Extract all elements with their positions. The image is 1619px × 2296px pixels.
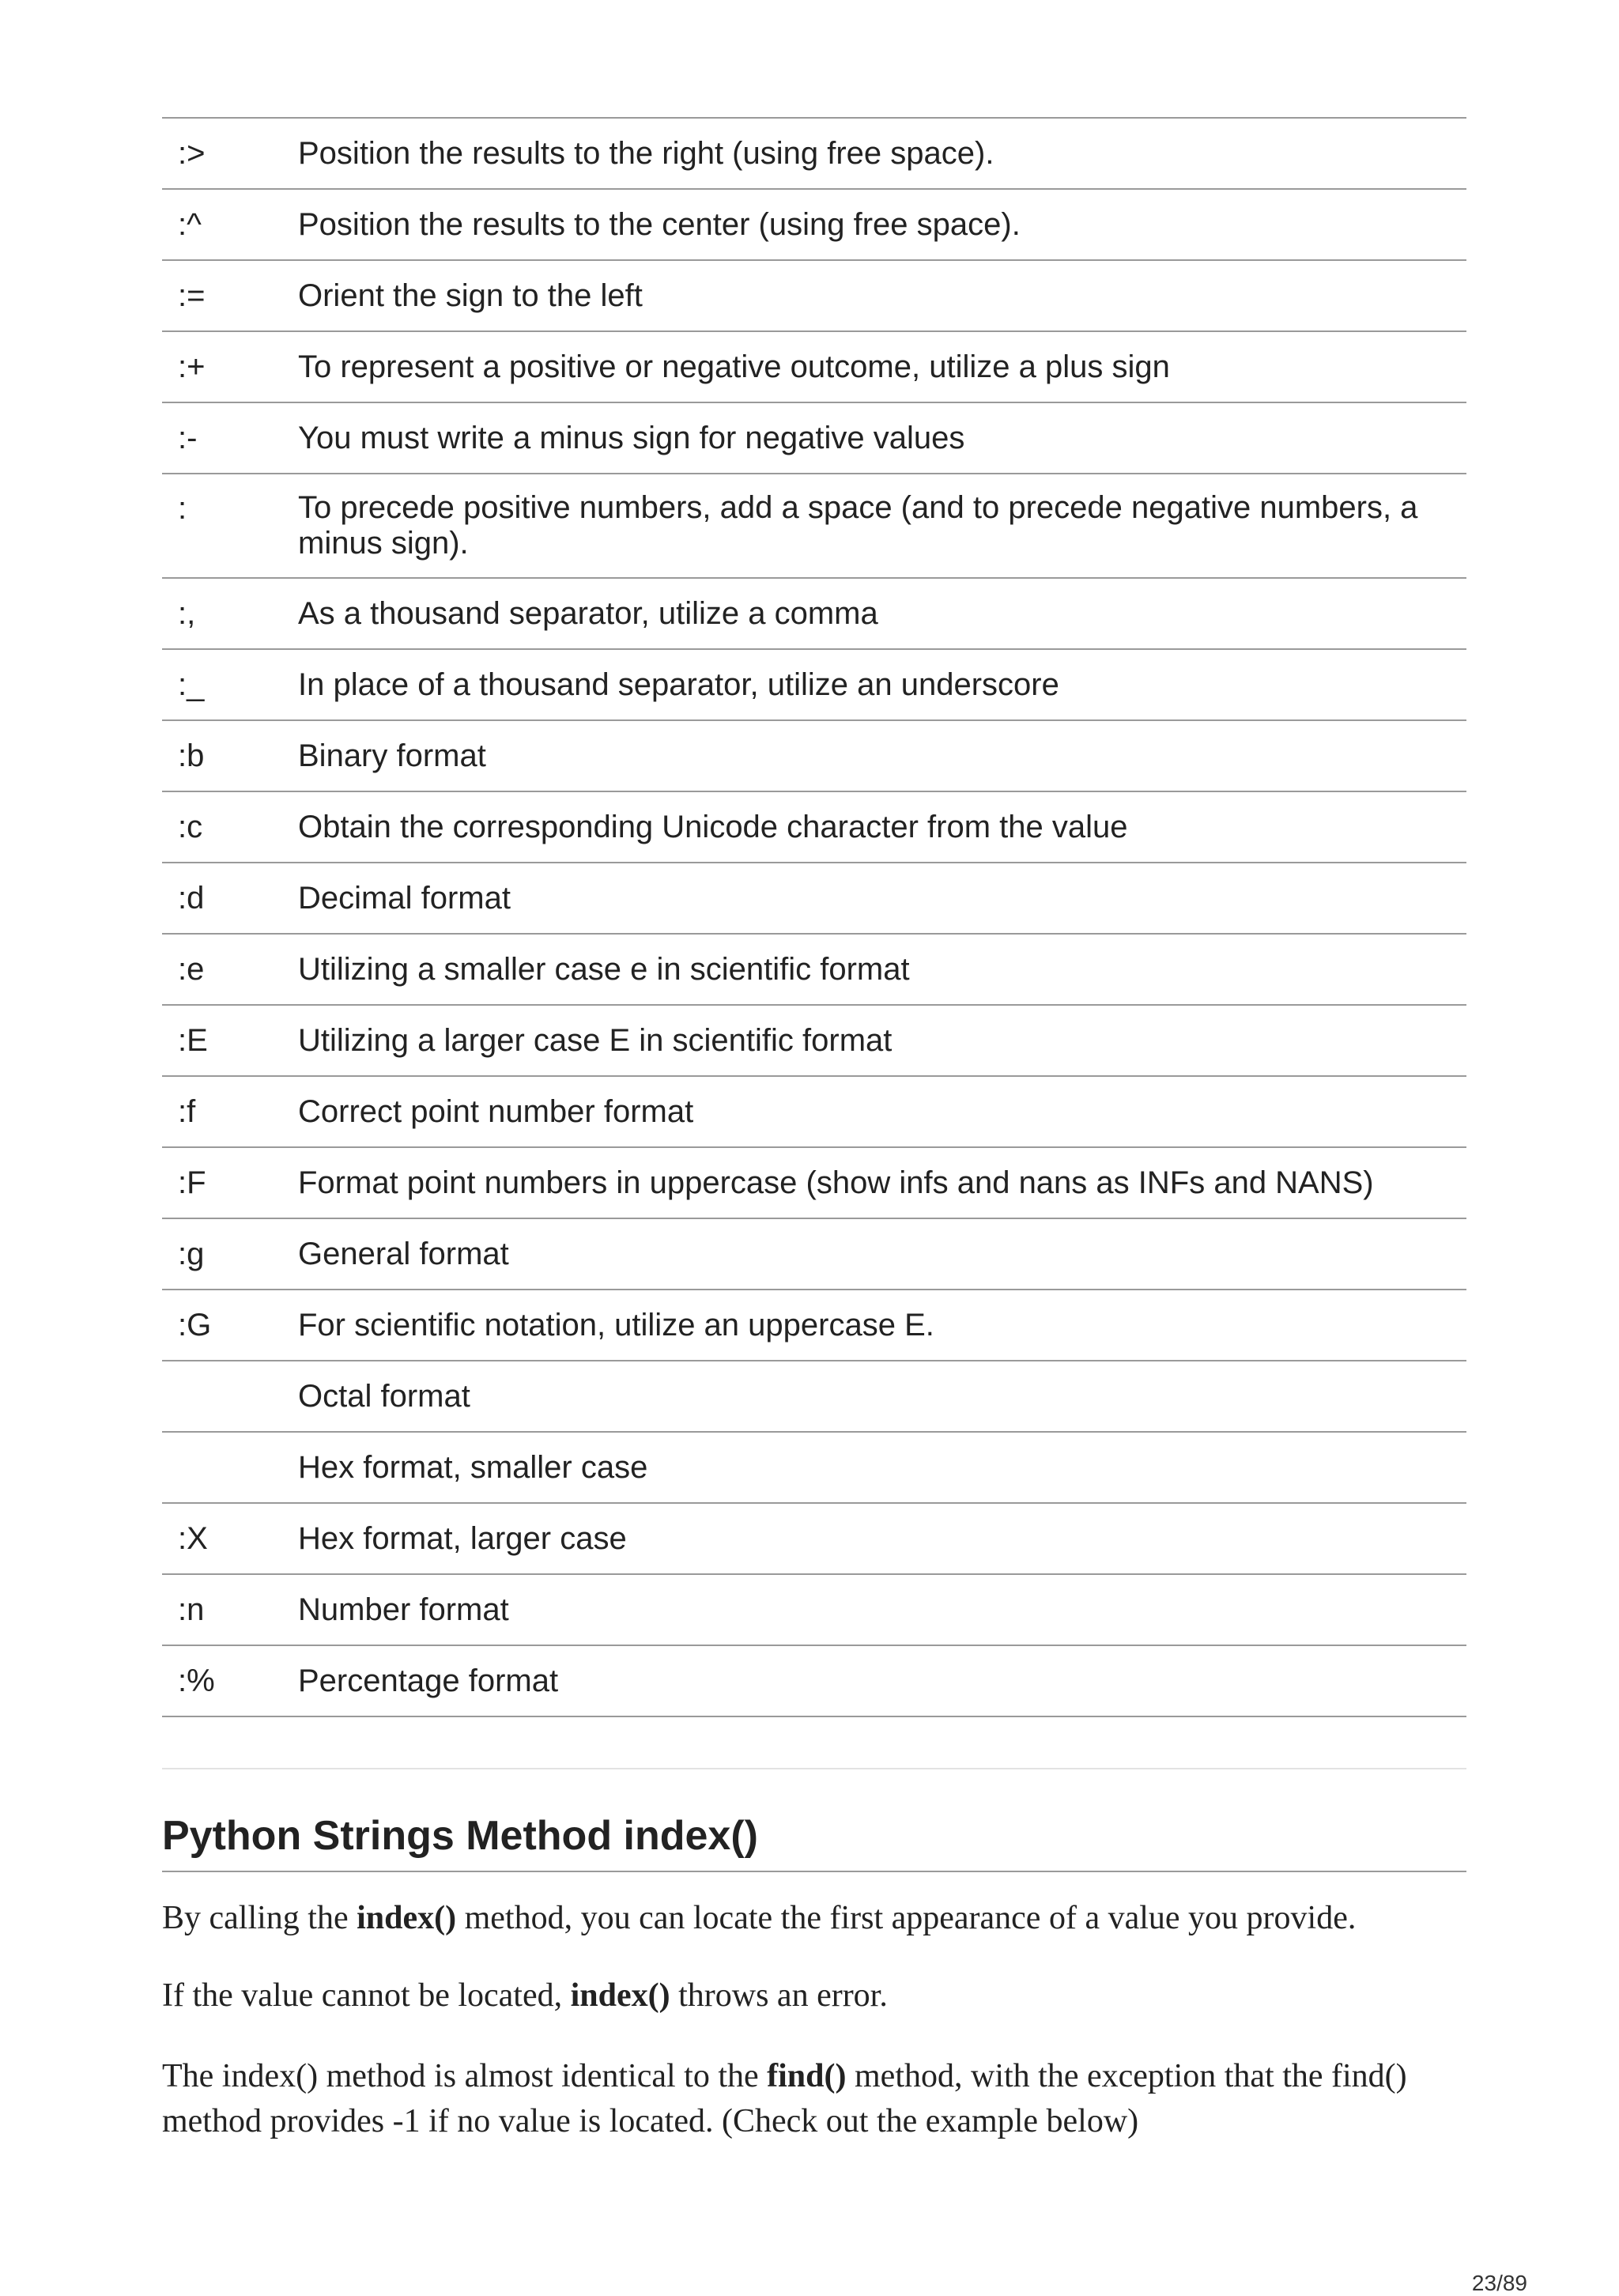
format-description: Orient the sign to the left <box>298 260 1466 331</box>
format-description: For scientific notation, utilize an uppercase E. <box>298 1290 1466 1361</box>
table-row <box>162 791 1466 863</box>
table-row <box>162 1147 1466 1218</box>
text-run: throws an error. <box>670 1977 888 2014</box>
format-description: Percentage format <box>298 1645 1466 1716</box>
format-description: Decimal format <box>298 863 1466 934</box>
table-row <box>162 402 1466 474</box>
table-row <box>162 189 1466 260</box>
table-row <box>162 863 1466 934</box>
text-run: If the value cannot be located, <box>162 1977 571 2014</box>
code-term-index: index() <box>570 1977 670 2014</box>
format-code: :d <box>162 863 298 934</box>
format-code: :, <box>162 578 298 649</box>
table-row <box>162 934 1466 1005</box>
table-row <box>162 1290 1466 1361</box>
text-run: By calling the <box>162 1900 357 1936</box>
format-code: :g <box>162 1218 298 1290</box>
format-description: Format point numbers in uppercase (show infs and nans as INFs and NANS) <box>298 1147 1466 1218</box>
paragraph-index-intro <box>162 1896 1466 1941</box>
format-description: To represent a positive or negative outcome, utilize a plus sign <box>298 331 1466 402</box>
text-run: method, with the exception that the find() method provides -1 if no value is located. (Check out the example below) <box>162 2058 1407 2139</box>
paragraph-index-vs-find <box>162 2054 1466 2144</box>
format-code: :b <box>162 720 298 791</box>
format-code <box>162 1432 298 1503</box>
format-code: :> <box>162 118 298 189</box>
code-term-find: find() <box>767 2058 847 2094</box>
table-row <box>162 649 1466 720</box>
table-row <box>162 1503 1466 1574</box>
table-row <box>162 331 1466 402</box>
format-description: As a thousand separator, utilize a comma <box>298 578 1466 649</box>
paragraph-index-error <box>162 1973 1466 2018</box>
format-code: :_ <box>162 649 298 720</box>
format-code: :+ <box>162 331 298 402</box>
format-description: Octal format <box>298 1361 1466 1432</box>
format-description: Position the results to the center (using free space). <box>298 189 1466 260</box>
section-divider <box>162 1768 1466 1769</box>
table-row <box>162 1076 1466 1147</box>
table-row <box>162 474 1466 578</box>
format-description: General format <box>298 1218 1466 1290</box>
section-heading: Python Strings Method index() <box>162 1811 1466 1872</box>
format-code: :c <box>162 791 298 863</box>
format-code: :f <box>162 1076 298 1147</box>
format-code: :e <box>162 934 298 1005</box>
format-description: Position the results to the right (using free space). <box>298 118 1466 189</box>
format-description: Hex format, smaller case <box>298 1432 1466 1503</box>
format-description: Utilizing a smaller case e in scientific format <box>298 934 1466 1005</box>
format-code: :F <box>162 1147 298 1218</box>
format-description: Obtain the corresponding Unicode character from the value <box>298 791 1466 863</box>
format-specifier-table <box>162 117 1466 1717</box>
text-run: method, you can locate the first appearance of a value you provide. <box>456 1900 1357 1936</box>
format-description: Correct point number format <box>298 1076 1466 1147</box>
text-run: The index() method is almost identical to the <box>162 2058 768 2094</box>
format-code: :% <box>162 1645 298 1716</box>
table-row <box>162 1574 1466 1645</box>
table-row <box>162 118 1466 189</box>
format-description: Number format <box>298 1574 1466 1645</box>
format-description: Binary format <box>298 720 1466 791</box>
format-code: :G <box>162 1290 298 1361</box>
table-row <box>162 578 1466 649</box>
table-row <box>162 1645 1466 1716</box>
format-description: To precede positive numbers, add a space (and to precede negative numbers, a minus sign). <box>298 474 1466 578</box>
format-code: :n <box>162 1574 298 1645</box>
format-code: :X <box>162 1503 298 1574</box>
format-description: You must write a minus sign for negative values <box>298 402 1466 474</box>
table-row <box>162 1432 1466 1503</box>
format-description: In place of a thousand separator, utilize an underscore <box>298 649 1466 720</box>
format-code: := <box>162 260 298 331</box>
format-code: :^ <box>162 189 298 260</box>
table-row <box>162 1218 1466 1290</box>
format-code: :- <box>162 402 298 474</box>
table-row <box>162 720 1466 791</box>
format-code: : <box>162 474 298 578</box>
table-row <box>162 260 1466 331</box>
format-code: :E <box>162 1005 298 1076</box>
code-term-index: index() <box>357 1900 457 1936</box>
format-description: Utilizing a larger case E in scientific format <box>298 1005 1466 1076</box>
format-description: Hex format, larger case <box>298 1503 1466 1574</box>
page-number: 23/89 <box>1471 2271 1527 2295</box>
table-row <box>162 1005 1466 1076</box>
table-row <box>162 1361 1466 1432</box>
format-code <box>162 1361 298 1432</box>
